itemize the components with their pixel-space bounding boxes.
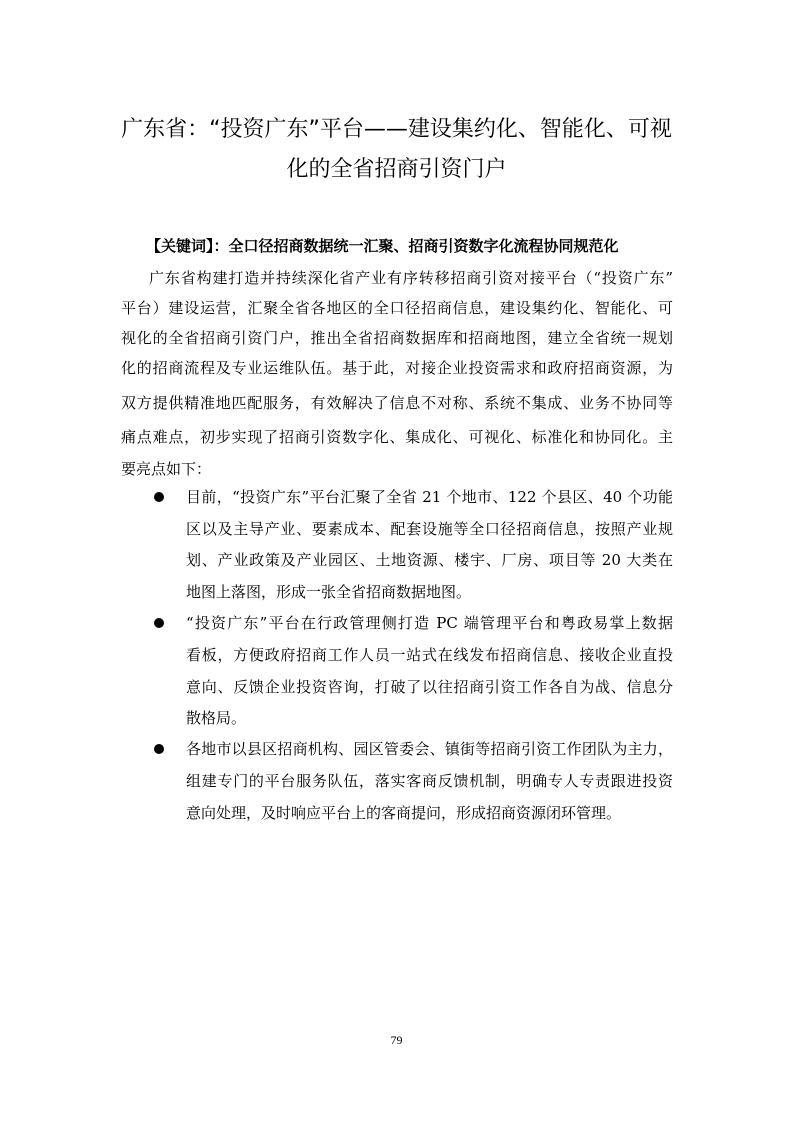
bullet-1-line: 地图上落图，形成一张全省招商数据地图。 (186, 583, 472, 601)
intro-line: 痛点难点，初步实现了招商引资数字化、集成化、可视化、标准化和协同化。主 (121, 428, 673, 446)
bullet-dot-icon (154, 618, 164, 628)
bullet-2-line: 意向、反馈企业投资咨询，打破了以往招商引资工作各自为战、信息分 (186, 678, 673, 696)
bullet-2-line: 看板，方便政府招商工作人员一站式在线发布招商信息、接收企业直投 (186, 646, 673, 664)
document-title-line-1: 广东省：“投资广东”平台——建设集约化、智能化、可视 (121, 117, 672, 142)
bullet-dot-icon (154, 744, 164, 754)
page-number: 79 (390, 1033, 403, 1047)
intro-line: 平台）建设运营，汇聚全省各地区的全口径招商信息，建设集约化、智能化、可 (121, 299, 673, 317)
bullet-1-line: 划、产业政策及产业园区、土地资源、楼宇、厂房、项目等 20 大类在 (186, 551, 673, 569)
bullet-3-line: 各地市以县区招商机构、园区管委会、镇街等招商引资工作团队为主力， (186, 740, 673, 758)
bullet-1-line: 区以及主导产业、要素成本、配套设施等全口径招商信息，按照产业规 (186, 520, 673, 538)
bullet-2-line: 散格局。 (186, 709, 247, 727)
intro-line: 化的招商流程及专业运维队伍。基于此，对接企业投资需求和政府招商资源，为 (121, 359, 673, 377)
bullet-3-line: 意向处理，及时响应平台上的客商提问，形成招商资源闭环管理。 (186, 804, 622, 822)
bullet-dot-icon (154, 492, 164, 502)
bullet-1-line: 目前，“投资广东”平台汇聚了全省 21 个地市、122 个县区、40 个功能 (186, 488, 673, 506)
intro-line: 要亮点如下： (121, 460, 212, 478)
bullet-3-line: 组建专门的平台服务队伍，落实客商反馈机制，明确专人专责跟进投资 (186, 772, 673, 790)
intro-line: 广东省构建打造并持续深化省产业有序转移招商引资对接平台（“投资广东” (149, 269, 673, 287)
intro-line: 视化的全省招商引资门户，推出全省招商数据库和招商地图，建立全省统一规划 (121, 329, 673, 347)
intro-line: 双方提供精准地匹配服务，有效解决了信息不对称、系统不集成、业务不协同等 (121, 394, 673, 412)
keywords-line: 【关键词】：全口径招商数据统一汇聚、招商引资数字化流程协同规范化 (146, 237, 619, 255)
document-title-line-2: 化的全省招商引资门户 (286, 157, 507, 182)
bullet-2-line: “投资广东”平台在行政管理侧打造 PC 端管理平台和粤政易掌上数据 (186, 614, 673, 632)
